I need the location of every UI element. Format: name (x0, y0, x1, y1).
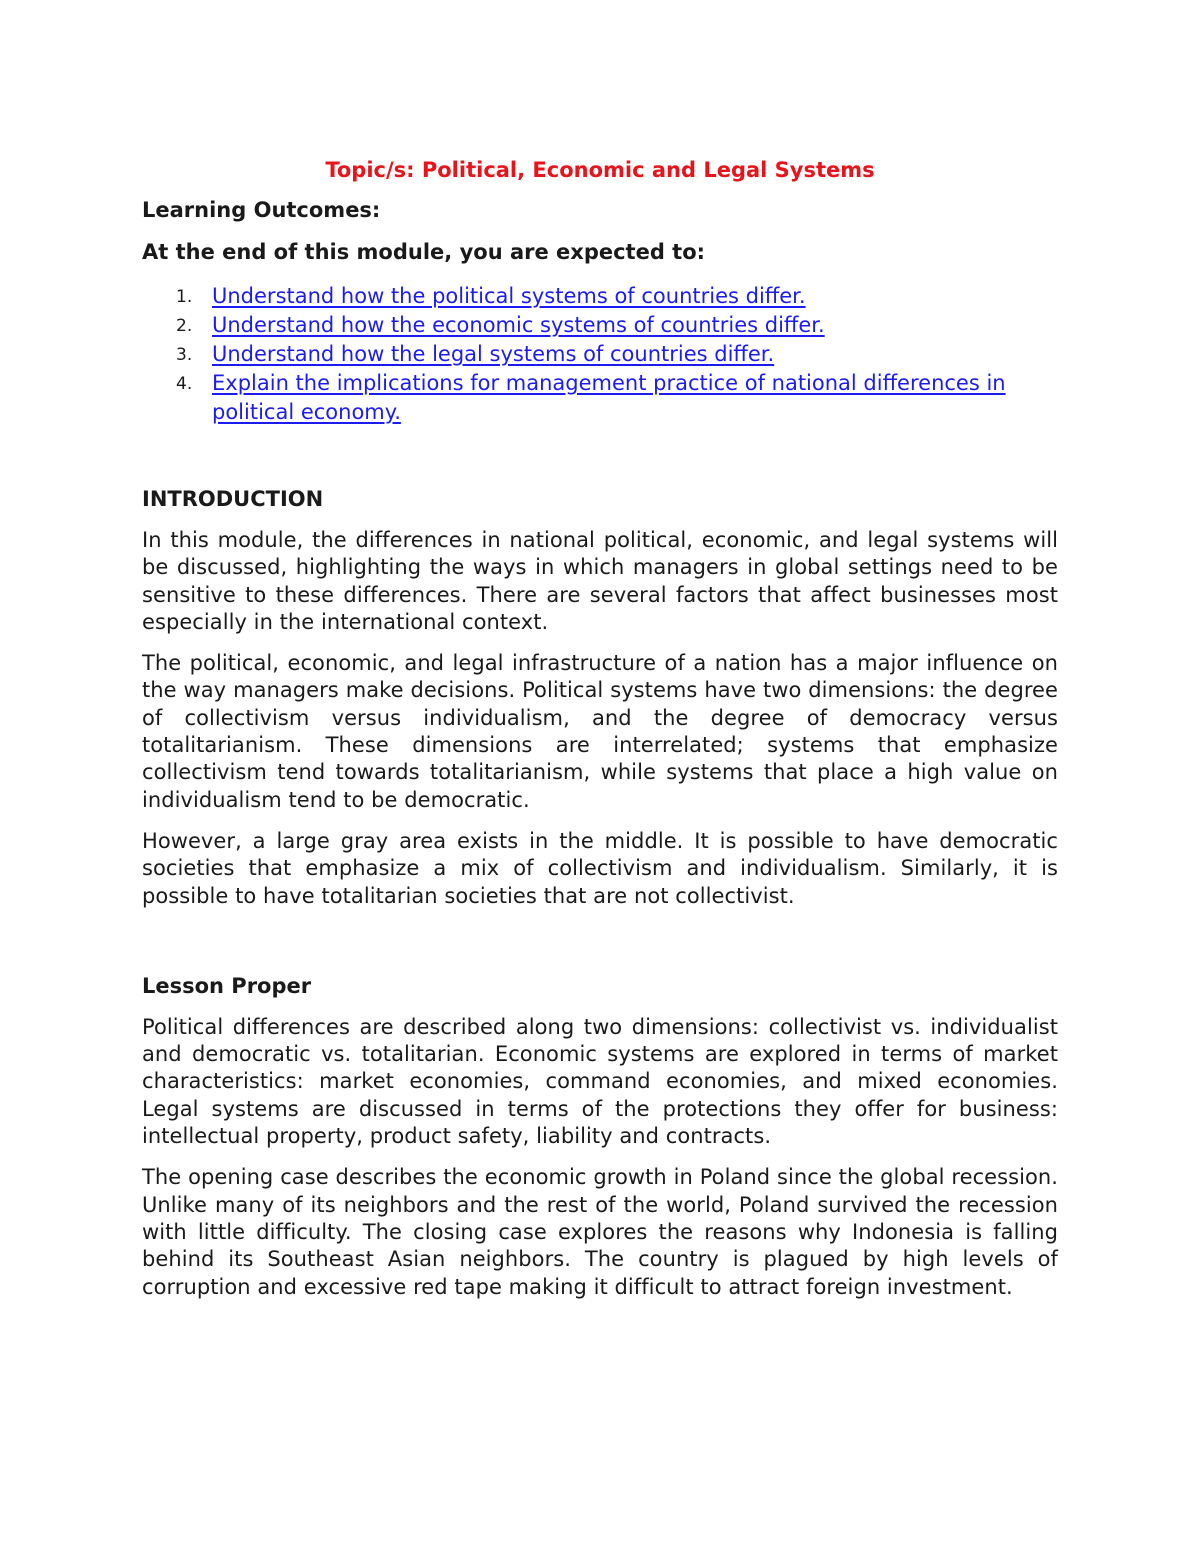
introduction-paragraph: The political, economic, and legal infrastructure of a nation has a major influence on the way managers make decisions. Political systems have two dimensions: the degree of collectivism versus individualism, and the degree of democracy versus totalitarianism. These dimensions are interrelated; systems that emphasize collectivism tend towards totalitarianism, while systems that place a high value on individualism tend to be democratic. (142, 651, 1058, 812)
objective-link[interactable]: Understand how the political systems of countries differ. (212, 284, 806, 308)
objective-number: 1. (176, 287, 193, 307)
objective-link[interactable]: Explain the implications for management practice of national differences in political economy. (212, 371, 1006, 424)
objective-item (142, 311, 1058, 340)
introduction-paragraph: However, a large gray area exists in the middle. It is possible to have democratic societies that emphasize a mix of collectivism and individualism. Similarly, it is possible to have totalitarian societies that are not collectivist. (142, 828, 1058, 908)
objective-link[interactable]: Understand how the legal systems of countries differ. (212, 342, 775, 366)
objectives-list (142, 282, 1058, 427)
objective-item (142, 369, 1058, 427)
introduction-paragraph: In this module, the differences in national political, economic, and legal systems will be discussed, highlighting the ways in which managers in global settings need to be sensitive to these differences. There are several factors that affect businesses most especially in the international context. (142, 528, 1058, 634)
objective-number: 2. (176, 316, 193, 336)
objective-link[interactable]: Understand how the economic systems of countries differ. (212, 313, 825, 337)
document-title: Topic/s: Political, Economic and Legal Systems (325, 158, 875, 182)
objective-number: 3. (176, 345, 193, 365)
objective-item (142, 282, 1058, 311)
lesson-paragraph: Political differences are described along two dimensions: collectivist vs. individualist and democratic vs. totalitarian. Economic systems are explored in terms of market characteristics: market economies, command economies, and mixed economies. Legal systems are discussed in terms of the protections they offer for business: intellectual property, product safety, liability and contracts. (142, 1014, 1058, 1149)
expectation-label: At the end of this module, you are expected to: (142, 240, 706, 264)
objective-item (142, 340, 1058, 369)
lesson-proper-heading: Lesson Proper (142, 973, 312, 998)
introduction-heading: INTRODUCTION (142, 487, 324, 511)
objective-number: 4. (176, 374, 193, 394)
lesson-paragraph: The opening case describes the economic growth in Poland since the global recession. Unlike many of its neighbors and the rest of the world, Poland survived the recession with little difficulty. The closing case explores the reasons why Indonesia is falling behind its Southeast Asian neighbors. The country is plagued by high levels of corruption and excessive red tape making it difficult to attract foreign investment. (142, 1165, 1058, 1299)
document-page (142, 150, 1058, 1301)
learning-outcomes-label: Learning Outcomes: (142, 198, 381, 222)
